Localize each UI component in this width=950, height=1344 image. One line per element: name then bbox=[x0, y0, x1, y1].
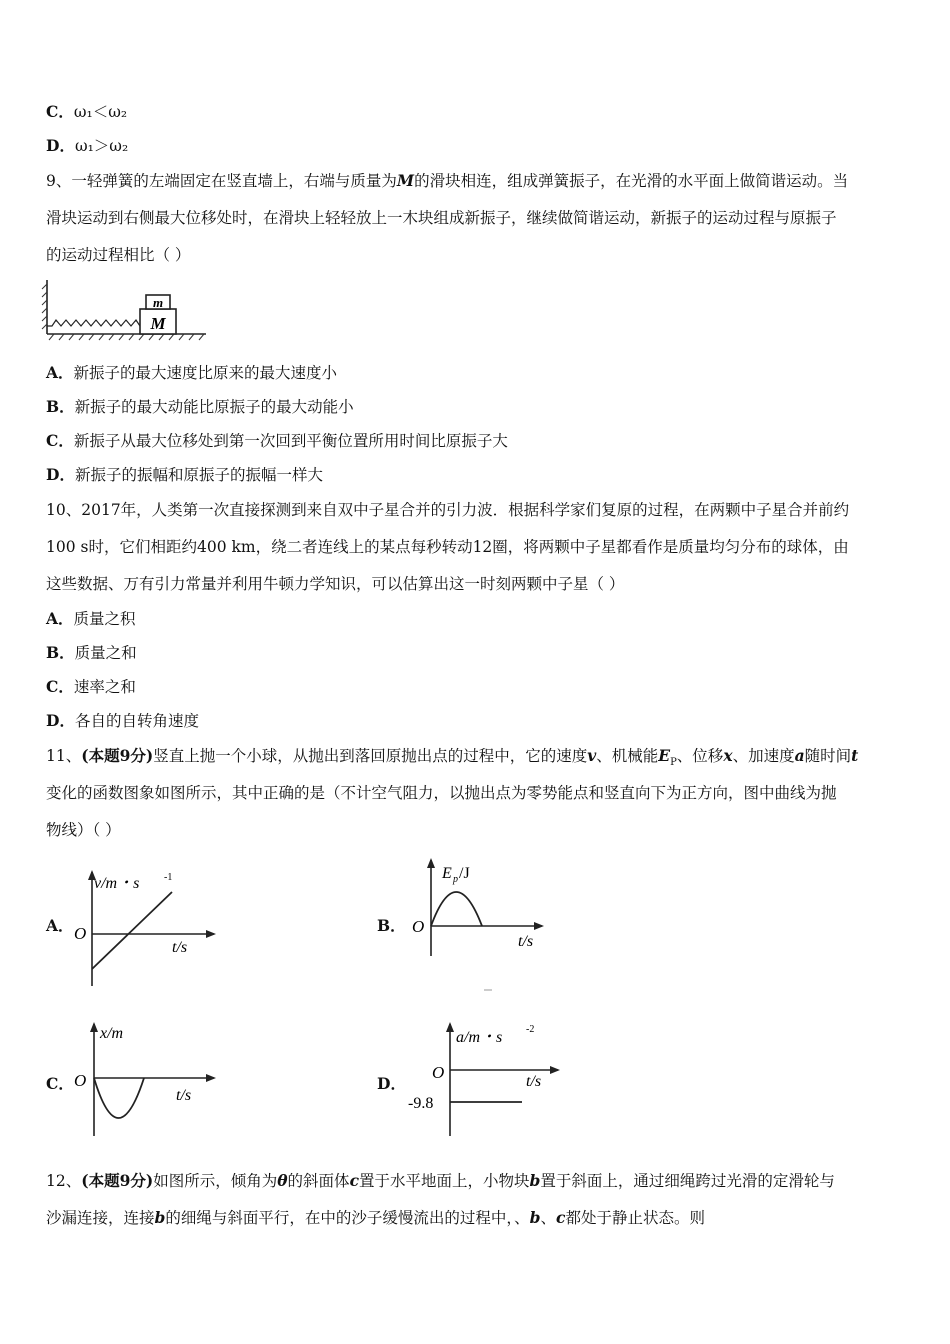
graph-a-xlabel: t/s bbox=[172, 939, 188, 956]
spring bbox=[47, 320, 140, 326]
q11-graph-d bbox=[404, 1018, 564, 1140]
graph-b-ylabel-e: E bbox=[442, 865, 452, 882]
q10-option-b: B．质量之和 bbox=[46, 643, 137, 662]
graph-d-origin: O bbox=[432, 1063, 445, 1082]
q10-stem-line1: 10、2017年，人类第一次直接探测到来自双中子星合并的引力波．根据科学家们复原的过程，在两颗中子星合并前约 bbox=[46, 501, 850, 519]
q9-stem-line1: 9、一轻弹簧的左端固定在竖直墙上，右端与质量为M的滑块相连，组成弹簧振子，在光滑的水平面上做简谐运动。当 bbox=[46, 171, 849, 190]
q10-option-c: C．速率之和 bbox=[46, 677, 136, 696]
q11-graph-c-letter: C． bbox=[46, 1074, 74, 1093]
q11-graph-a-letter: A． bbox=[46, 916, 74, 935]
q11-graph-c bbox=[68, 1018, 218, 1140]
graph-b-origin: O bbox=[412, 917, 425, 936]
block-m-label: m bbox=[152, 295, 164, 310]
graph-d-ylabel: a/m・s bbox=[456, 1029, 503, 1046]
q11-stem-line3: 物线）（ ） bbox=[46, 821, 121, 839]
q11-graph-b-letter: B． bbox=[377, 916, 406, 935]
energy-curve bbox=[431, 892, 482, 926]
graph-d-value: -9.8 bbox=[408, 1095, 434, 1112]
q9-option-c: C．新振子从最大位移处到第一次回到平衡位置所用时间比原振子大 bbox=[46, 431, 508, 450]
q9-stem-line2: 滑块运动到右侧最大位移处时，在滑块上轻轻放上一木块组成新振子，继续做简谐运动，新振子的运动过程与原振子 bbox=[46, 209, 837, 227]
velocity-line bbox=[92, 892, 172, 969]
q11-stem-line2: 变化的函数图象如图所示，其中正确的是（不计空气阻力，以抛出点为零势能点和竖直向下为正方向，图中曲线为抛 bbox=[46, 784, 837, 802]
graph-b-ylabel-unit: /J bbox=[459, 865, 470, 882]
graph-a-ylabel: v/m・s bbox=[94, 875, 140, 892]
q10-option-d: D．各自的自转角速度 bbox=[46, 711, 199, 730]
q12-stem-line1: 12、(本题9分)如图所示，倾角为θ的斜面体c置于水平地面上，小物块b置于斜面上，通过细绳跨过光滑的定滑轮与 bbox=[46, 1171, 835, 1190]
graph-b-ylabel-sub: p bbox=[453, 874, 458, 885]
q9-option-a: A．新振子的最大速度比原来的最大速度小 bbox=[46, 363, 338, 382]
q11-graph-d-letter: D． bbox=[377, 1074, 406, 1093]
graph-b-xlabel: t/s bbox=[518, 933, 534, 950]
q11-stem-line1: 11、(本题9分)竖直上抛一个小球，从抛出到落回原抛出点的过程中，它的速度v、机械能$E_P$、位移x、加速度a随时间t bbox=[46, 746, 859, 769]
q12-stem-line2: 沙漏连接，连接b的细绳与斜面平行，在中的沙子缓慢流出的过程中，、b、c都处于静止状态。则 bbox=[46, 1208, 705, 1227]
q9-option-d: D．新振子的振幅和原振子的振幅一样大 bbox=[46, 465, 323, 484]
q8-option-d: D．ω₁＞ω₂ bbox=[46, 136, 129, 155]
graph-d-xlabel: t/s bbox=[526, 1073, 542, 1090]
graph-c-xlabel: t/s bbox=[176, 1087, 192, 1104]
q9-stem-line3: 的运动过程相比（ ） bbox=[46, 246, 191, 264]
q8-option-c: C．ω₁＜ω₂ bbox=[46, 102, 128, 121]
graph-c-ylabel: x/m bbox=[100, 1025, 124, 1042]
displacement-curve bbox=[94, 1078, 144, 1118]
q10-option-a: A．质量之积 bbox=[46, 609, 136, 628]
block-M-label: M bbox=[150, 314, 166, 333]
q9-spring-figure bbox=[40, 276, 210, 342]
graph-d-yexp: -2 bbox=[526, 1024, 535, 1035]
graph-a-yexp: -1 bbox=[164, 872, 173, 883]
graph-c-origin: O bbox=[74, 1071, 87, 1090]
graph-a-origin: O bbox=[74, 924, 87, 943]
q9-option-b: B．新振子的最大动能比原振子的最大动能小 bbox=[46, 397, 354, 416]
q10-stem-line3: 这些数据、万有引力常量并利用牛顿力学知识，可以估算出这一时刻两颗中子星（ ） bbox=[46, 575, 625, 593]
q11-graph-b bbox=[408, 856, 548, 992]
q11-graph-a bbox=[68, 866, 218, 990]
q10-stem-line2: 100 s时，它们相距约400 km，绕二者连线上的某点每秒转动12圈，将两颗中子星都看作是质量均匀分布的球体，由 bbox=[46, 538, 849, 556]
